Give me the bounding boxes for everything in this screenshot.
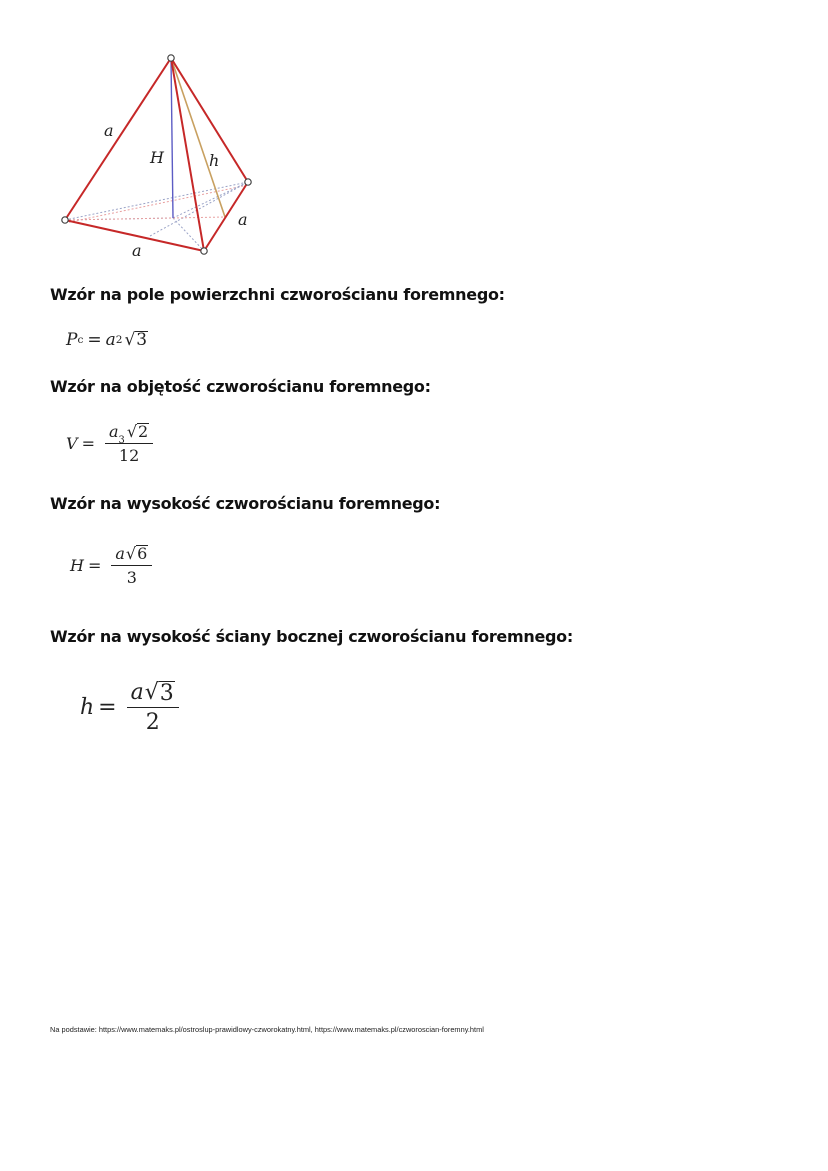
label-H: H: [150, 148, 164, 167]
heading-volume: Wzór na objętość czworościanu foremnego:: [50, 377, 431, 396]
radical-sign: √: [144, 680, 159, 705]
sqrt-2: [127, 422, 149, 441]
numerator-base: a: [108, 422, 119, 441]
fraction-denominator: 3: [126, 568, 137, 587]
fraction-denominator: 2: [145, 710, 160, 735]
height-H-line: [171, 58, 173, 218]
sqrt-3: [124, 330, 148, 350]
source-footnote: Na podstawie: https://www.matemaks.pl/ostroslup-prawidlowy-czworokatny.html, https://www.matemaks.pl/czworoscian-foremny.html: [50, 1025, 484, 1034]
formula-lhs: h: [80, 695, 95, 720]
formula-height-H: [70, 544, 152, 587]
fraction-numerator: [127, 680, 179, 708]
radicand: 2: [138, 422, 149, 442]
formula-lhs: H: [70, 556, 84, 575]
label-a-left: a: [104, 121, 114, 140]
formula-surface-area: P c = a 2 √ 3: [66, 330, 148, 351]
label-a-bottom: a: [132, 241, 142, 260]
radicand: 3: [136, 330, 148, 351]
edge-left: [65, 58, 171, 220]
radical-sign: √: [126, 422, 138, 441]
formula-equals: =: [98, 695, 117, 720]
formula-base: a: [105, 330, 116, 350]
formula-equals: =: [87, 556, 102, 575]
formula-lhs: P: [66, 330, 78, 350]
height-h-line: [171, 58, 225, 217]
hidden-edge-back: [65, 182, 248, 220]
heading-height-h: Wzór na wysokość ściany bocznej czworościanu foremnego:: [50, 627, 573, 646]
vertex-apex: [168, 55, 174, 61]
hidden-median-4: [150, 182, 248, 236]
fraction: [105, 422, 153, 465]
tetrahedron-diagram: [50, 48, 270, 263]
sqrt-6: [126, 544, 148, 563]
tetrahedron-figure: [50, 48, 270, 263]
formula-lhs: V: [66, 434, 78, 453]
formula-height-h: [80, 680, 179, 735]
radical-sign: √: [125, 544, 137, 563]
fraction-numerator: a 3 √ 2: [105, 422, 153, 444]
vertex-front: [201, 248, 207, 254]
fraction-denominator: 12: [118, 446, 140, 465]
fraction: [127, 680, 179, 735]
heading-height-H: Wzór na wysokość czworościanu foremnego:: [50, 494, 441, 513]
numerator-base: a: [115, 544, 125, 563]
radicand: 3: [159, 680, 174, 706]
radical-sign: √: [124, 330, 136, 350]
label-h: h: [209, 151, 220, 170]
formula-volume: [66, 422, 153, 465]
fraction-numerator: [111, 544, 152, 566]
numerator-base: a: [130, 680, 144, 705]
vertex-right: [245, 179, 251, 185]
formula-equals: =: [81, 434, 95, 453]
sqrt-3: [145, 680, 175, 705]
heading-surface-area: Wzór na pole powierzchni czworościanu foremnego:: [50, 285, 505, 304]
formula-equals: =: [87, 330, 102, 350]
fraction: [111, 544, 152, 587]
label-a-right: a: [238, 210, 248, 229]
vertex-left: [62, 217, 68, 223]
radicand: 6: [137, 544, 148, 564]
